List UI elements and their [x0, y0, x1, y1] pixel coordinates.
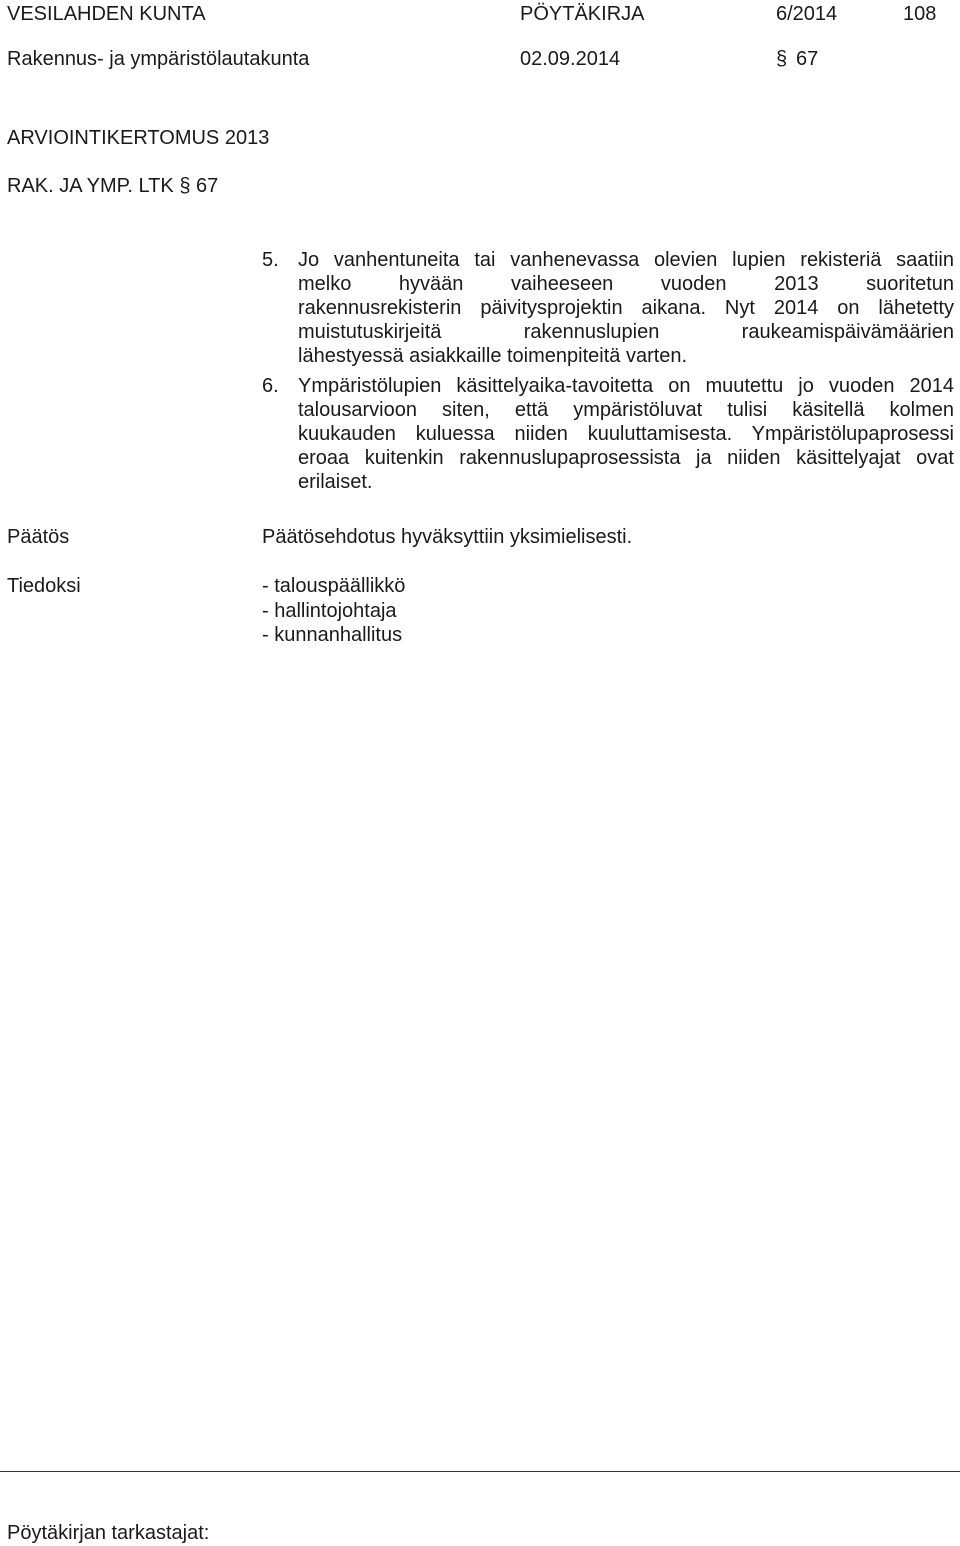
text-line: Jo vanhentuneita tai vanhenevassa olevien lupien rekisteriä saatiin [298, 249, 954, 271]
document-title: ARVIOINTIKERTOMUS 2013 [7, 127, 270, 149]
footer-divider [0, 1471, 960, 1472]
decision-label: Päätös [7, 526, 70, 548]
list-item-number: 5. [262, 249, 279, 271]
text-line: Ympäristölupien käsittelyaika-tavoitetta on muutettu jo vuoden 2014 [298, 375, 954, 397]
reviewers-label: Pöytäkirjan tarkastajat: [7, 1522, 210, 1544]
reference-line [7, 174, 218, 198]
info-label: Tiedoksi [7, 575, 81, 597]
recipient-item: - talouspäällikkö [262, 575, 406, 597]
recipient-item: - kunnanhallitus [262, 624, 403, 646]
text-line: muistutuskirjeitä rakennuslupien raukeamispäivämäärien [298, 321, 954, 343]
header-section-sign: § [776, 48, 788, 70]
list-item-text [298, 248, 954, 368]
text-line: eroaa kuitenkin rakennuslupaprosessista ja niiden käsittelyajat ovat [298, 447, 954, 469]
recipient-item: - hallintojohtaja [262, 600, 397, 622]
list-item-number: 6. [262, 375, 279, 397]
page-number: 108 [903, 3, 937, 25]
decision-text: Päätösehdotus hyväksyttiin yksimielisesti. [262, 526, 633, 548]
header-section-number: 67 [796, 48, 819, 70]
text-line: lähestyessä asiakkaille toimenpiteitä varten. [298, 345, 688, 367]
text-line: talousarvioon siten, että ympäristöluvat tulisi käsitellä kolmen [298, 399, 954, 421]
meeting-date: 02.09.2014 [520, 48, 621, 70]
board-name: Rakennus- ja ympäristölautakunta [7, 48, 310, 70]
reference-text: RAK. JA YMP. LTK [7, 175, 174, 197]
text-line: kuukauden kuluessa niiden kuuluttamisesta. Ympäristölupaprosessi [298, 423, 954, 445]
reference-number: 67 [196, 175, 219, 197]
document-type: PÖYTÄKIRJA [520, 3, 645, 25]
text-line: melko hyvään vaiheeseen vuoden 2013 suoritetun [298, 273, 954, 295]
document-number: 6/2014 [776, 3, 838, 25]
organization-name: VESILAHDEN KUNTA [7, 3, 206, 25]
reference-section-sign: § [179, 175, 191, 197]
text-line: rakennusrekisterin päivitysprojektin aikana. Nyt 2014 on lähetetty [298, 297, 954, 319]
text-line: erilaiset. [298, 471, 373, 493]
list-item-text [298, 374, 954, 494]
